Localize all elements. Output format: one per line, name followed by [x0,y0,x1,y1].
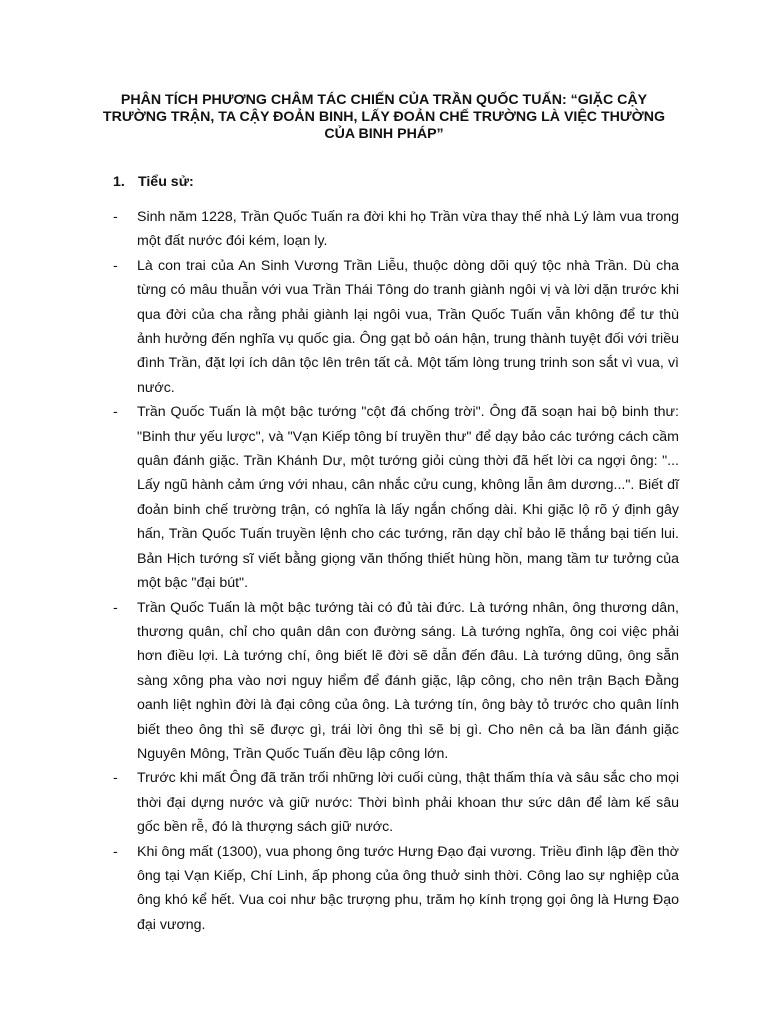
list-item-text: Là con trai của An Sinh Vương Trần Liễu, thuộc dòng dõi quý tộc nhà Trần. Dù cha từng có mâu thuẫn với vua Trần Thái Tông do tranh giành ngôi vị và lời dặn trước khi qua đời của cha rằng phải giành lại ngôi vua, Trần Quốc Tuấn vẫn không để tư thù ảnh hưởng đến nghĩa vụ quốc gia. Ông gạt bỏ oán hận, trung thành tuyệt đối với triều đình Trần, đặt lợi ích dân tộc lên trên tất cả. Một tấm lòng trung trinh son sắt vì vua, vì nước. [137,257,679,396]
bullet-dash: - [113,843,118,860]
section-heading-text: Tiểu sử: [137,174,194,190]
list-item [113,205,679,254]
list-item-text: Sinh năm 1228, Trần Quốc Tuấn ra đời khi họ Trần vừa thay thế nhà Lý làm vua trong một đất nước đói kém, loạn ly. [137,209,679,250]
bullet-dash: - [113,209,118,225]
bullet-dash: - [113,599,118,616]
section-heading [113,174,194,191]
list-item [113,254,679,400]
bullet-dash: - [113,770,118,787]
document-title: PHÂN TÍCH PHƯƠNG CHÂM TÁC CHIẾN CỦA TRẦN QUỐC TUẤN: “GIẶC CẬY TRƯỜNG TRẬN, TA CẬY ĐOẢN BINH, LẤY ĐOẢN CHẾ TRƯỜNG LÀ VIỆC THƯỜNG CỦA BINH PHÁP” [102,92,666,142]
biography-list [113,205,679,937]
bullet-dash: - [113,257,118,274]
list-item [113,766,679,839]
list-item [113,400,679,595]
section-number: 1. [113,174,125,190]
list-item [113,840,679,938]
list-item-text: Trước khi mất Ông đã trăn trối những lời cuối cùng, thật thấm thía và sâu sắc cho mọi thời đại dựng nước và giữ nước: Thời bình phải khoan thư sức dân để làm kế sâu gốc bền rễ, đó là thượng sách giữ nước. [137,770,679,836]
list-item-text: Trần Quốc Tuấn là một bậc tướng tài có đủ tài đức. Là tướng nhân, ông thương dân, thương quân, chỉ cho quân dân con đường sáng. Là tướng nghĩa, ông coi việc phải hơn điều lợi. Là tướng chí, ông biết lẽ đời sẽ dẫn đến đâu. Là tướng dũng, ông sẵn sàng xông pha vào nơi nguy hiểm để đánh giặc, lập công, cho nên trận Bạch Đằng oanh liệt nghìn đời là đại công của ông. Là tướng tín, ông bày tỏ trước cho quân lính biết theo ông thì sẽ được gì, trái lời ông thì sẽ bị gì. Cho nên cả ba lần đánh giặc Nguyên Mông, Trần Quốc Tuấn đều lập công lớn. [137,599,679,762]
list-item-text: Khi ông mất (1300), vua phong ông tước Hưng Đạo đại vương. Triều đình lập đền thờ ông tại Vạn Kiếp, Chí Linh, ấp phong của ông thuở sinh thời. Công lao sự nghiệp của ông khó kể hết. Vua coi như bậc trượng phu, trăm họ kính trọng gọi ông là Hưng Đạo đại vương. [137,843,679,933]
list-item-text: Trần Quốc Tuấn là một bậc tướng "cột đá chống trời". Ông đã soạn hai bộ binh thư: "Binh thư yếu lược", và "Vạn Kiếp tông bí truyền thư" để dạy bảo các tướng cách cầm quân đánh giặc. Trần Khánh Dư, một tướng giỏi cùng thời đã hết lời ca ngợi ông: "... Lấy ngũ hành cảm ứng với nhau, cân nhắc cửu cung, không lẫn âm dương...". Biết dĩ đoản binh chế trường trận, có nghĩa là lấy ngắn chống dài. Khi giặc lộ rõ ý định gây hấn, Trần Quốc Tuấn truyền lệnh cho các tướng, răn dạy chỉ bảo lẽ thắng bại tiến lui. Bản Hịch tướng sĩ viết bằng giọng văn thống thiết hùng hồn, mang tầm tư tưởng của một bậc "đại bút". [137,404,679,592]
list-item [113,596,679,767]
bullet-dash: - [113,404,118,421]
